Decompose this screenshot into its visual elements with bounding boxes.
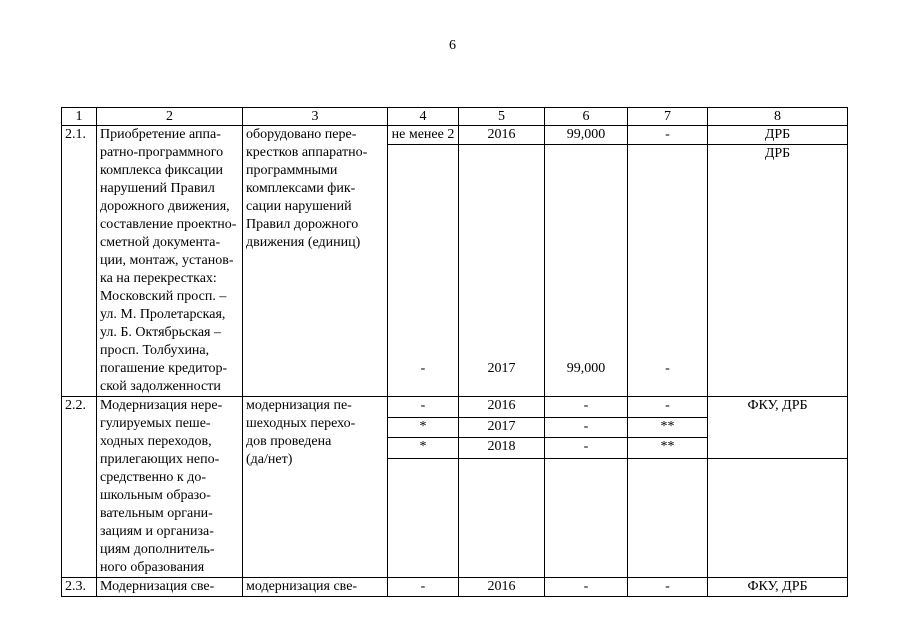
result-cell: модернизация све- [243, 578, 388, 597]
table-row [62, 397, 848, 418]
value-cell: - [628, 397, 708, 418]
row-number: 2.3. [62, 578, 97, 597]
header-row [62, 108, 848, 126]
year-cell: 2017 [459, 417, 545, 438]
table-row [62, 126, 848, 145]
year-cell: 2016 [459, 578, 545, 597]
value-cell: не менее 2 [388, 126, 459, 145]
value-cell: * [388, 438, 459, 459]
header-cell: 3 [243, 108, 388, 126]
page-number: 6 [449, 38, 456, 53]
source-cell: ФКУ, ДРБ [708, 397, 848, 459]
header-cell: 6 [545, 108, 628, 126]
source-cell: ДРБ [708, 126, 848, 145]
value-cell: ** [628, 417, 708, 438]
header-cell: 7 [628, 108, 708, 126]
source-cell: ДРБ [708, 145, 848, 397]
data-table [61, 107, 848, 597]
value-cell: - [628, 126, 708, 145]
header-cell: 8 [708, 108, 848, 126]
source-cell: ФКУ, ДРБ [708, 578, 848, 597]
value-cell: - [388, 360, 459, 397]
year-cell: 2016 [459, 397, 545, 418]
row-number: 2.1. [62, 126, 97, 397]
header-cell: 2 [97, 108, 243, 126]
funding-cell: 99,000 [545, 360, 628, 397]
header-cell: 1 [62, 108, 97, 126]
value-cell: - [388, 578, 459, 597]
row-number: 2.2. [62, 397, 97, 578]
activity-cell: Модернизация нере- гулируемых пеше- ходных переходов, прилегающих непо- средственно к до- школьным образо- вательным органи- зациям и организа- циям дополнитель- ного образования [97, 397, 243, 578]
year-cell: 2016 [459, 126, 545, 145]
value-cell: ** [628, 438, 708, 459]
value-cell: * [388, 417, 459, 438]
value-cell: - [388, 397, 459, 418]
funding-cell: - [545, 578, 628, 597]
funding-cell: - [545, 417, 628, 438]
activity-cell: Приобретение аппа- ратно-программного комплекса фиксации нарушений Правил дорожного движения, составление проектно- сметной документа- ции, монтаж, установ- ка на перекрестках: Московский просп. – ул. М. Пролетарская, ул. Б. Октябрьская – просп. Толбухина, погашение кредитор- ской задолженности [97, 126, 243, 397]
header-cell: 5 [459, 108, 545, 126]
funding-cell: - [545, 397, 628, 418]
result-cell: модернизация пе- шеходных перехо- дов проведена (да/нет) [243, 397, 388, 578]
result-cell: оборудовано пере- крестков аппаратно- программными комплексами фик- сации нарушений Правил дорожного движения (единиц) [243, 126, 388, 397]
year-cell: 2017 [459, 360, 545, 397]
value-cell: - [628, 578, 708, 597]
value-cell: - [628, 360, 708, 397]
header-cell: 4 [388, 108, 459, 126]
activity-cell: Модернизация све- [97, 578, 243, 597]
funding-cell: 99,000 [545, 126, 628, 145]
table-row [62, 578, 848, 597]
funding-cell: - [545, 438, 628, 459]
year-cell: 2018 [459, 438, 545, 459]
